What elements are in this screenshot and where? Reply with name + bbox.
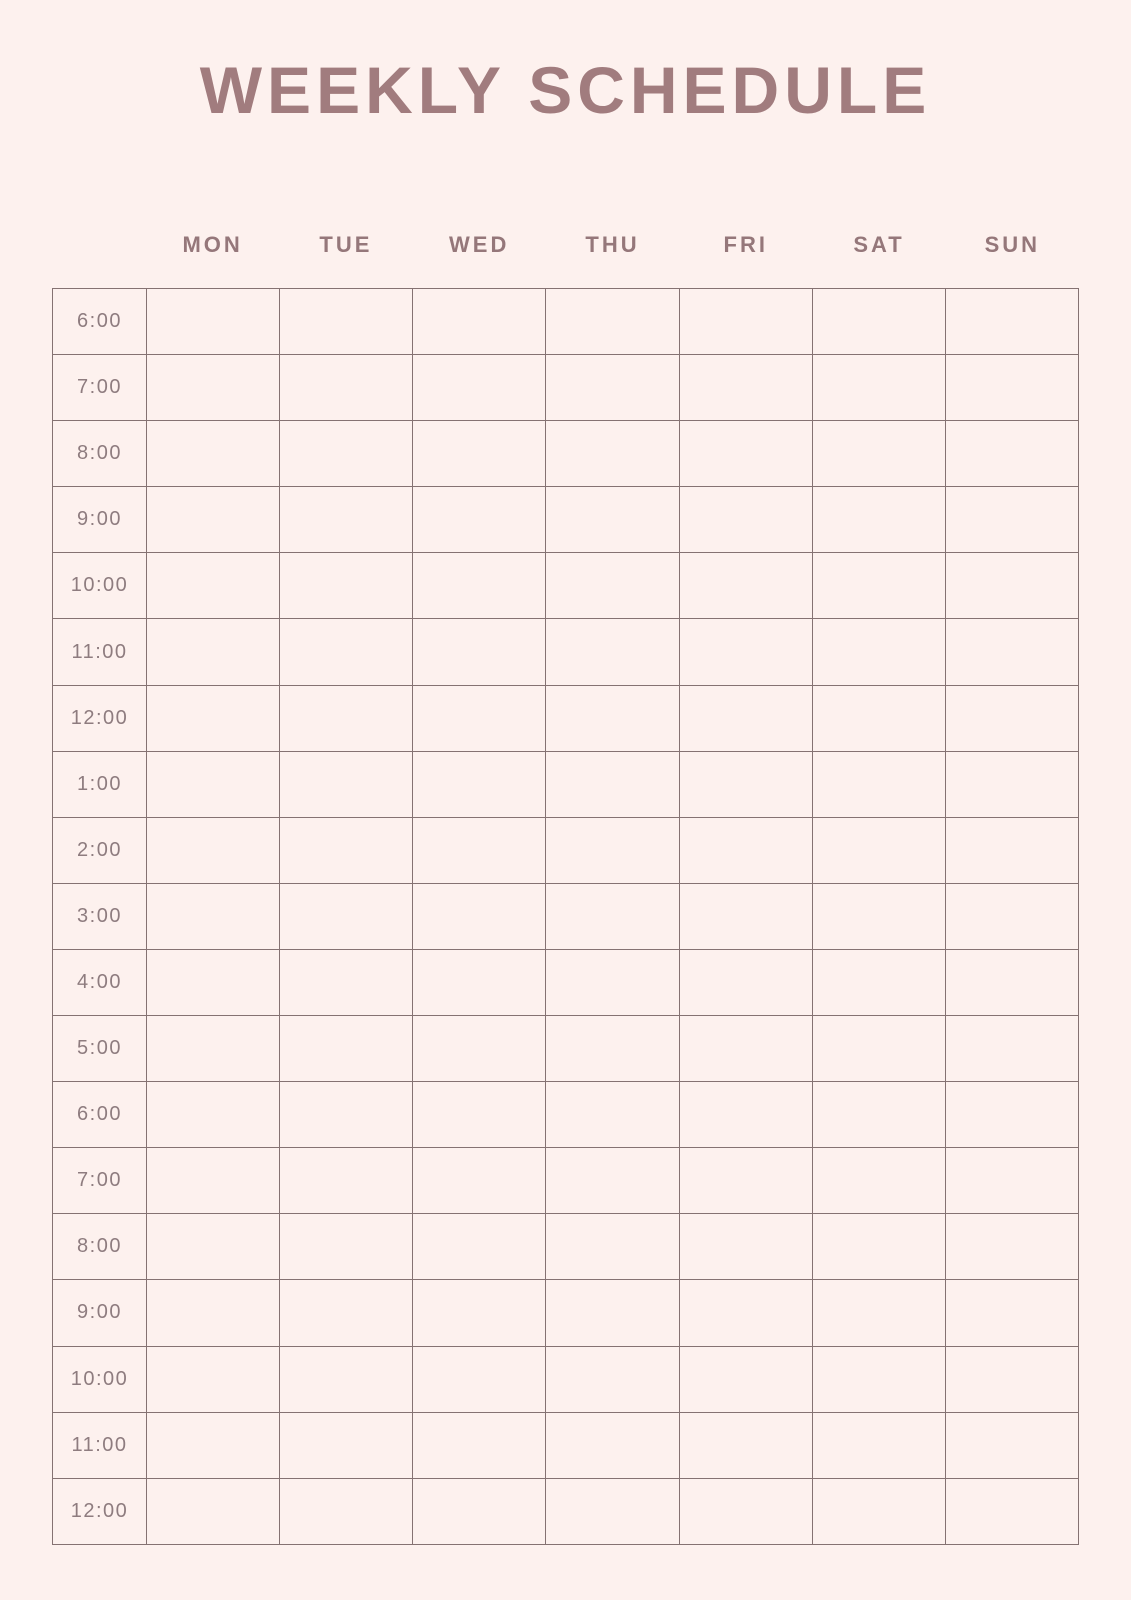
schedule-cell-tue-8[interactable] xyxy=(280,817,413,883)
schedule-cell-sun-12[interactable] xyxy=(945,1082,1078,1148)
schedule-row-14 xyxy=(53,1214,1079,1280)
schedule-cell-thu-16[interactable] xyxy=(546,1346,679,1412)
schedule-cell-fri-5[interactable] xyxy=(679,619,812,685)
schedule-cell-mon-5[interactable] xyxy=(147,619,280,685)
schedule-cell-tue-4[interactable] xyxy=(280,553,413,619)
day-header-wed: WED xyxy=(449,232,510,257)
schedule-cell-fri-18[interactable] xyxy=(679,1478,812,1544)
schedule-cell-wed-13[interactable] xyxy=(413,1148,546,1214)
schedule-cell-tue-2[interactable] xyxy=(280,421,413,487)
schedule-row-10 xyxy=(53,949,1079,1015)
schedule-cell-sun-10[interactable] xyxy=(945,949,1078,1015)
schedule-cell-mon-13[interactable] xyxy=(147,1148,280,1214)
schedule-cell-wed-16[interactable] xyxy=(413,1346,546,1412)
schedule-cell-sun-16[interactable] xyxy=(945,1346,1078,1412)
schedule-cell-mon-8[interactable] xyxy=(147,817,280,883)
schedule-cell-sat-6[interactable] xyxy=(812,685,945,751)
schedule-cell-sun-3[interactable] xyxy=(945,487,1078,553)
schedule-cell-thu-3[interactable] xyxy=(546,487,679,553)
schedule-cell-mon-6[interactable] xyxy=(147,685,280,751)
schedule-cell-sat-11[interactable] xyxy=(812,1016,945,1082)
schedule-cell-fri-1[interactable] xyxy=(679,355,812,421)
time-label-7: 1:00 xyxy=(53,751,147,817)
schedule-cell-mon-14[interactable] xyxy=(147,1214,280,1280)
schedule-cell-mon-15[interactable] xyxy=(147,1280,280,1346)
schedule-cell-thu-7[interactable] xyxy=(546,751,679,817)
schedule-row-1 xyxy=(53,355,1079,421)
time-label-12: 6:00 xyxy=(53,1082,147,1148)
schedule-cell-tue-17[interactable] xyxy=(280,1412,413,1478)
schedule-cell-sun-8[interactable] xyxy=(945,817,1078,883)
schedule-row-0 xyxy=(53,289,1079,355)
schedule-cell-sat-15[interactable] xyxy=(812,1280,945,1346)
day-header-sat: SAT xyxy=(853,232,905,257)
schedule-row-6 xyxy=(53,685,1079,751)
schedule-cell-thu-10[interactable] xyxy=(546,949,679,1015)
schedule-row-4 xyxy=(53,553,1079,619)
schedule-cell-fri-6[interactable] xyxy=(679,685,812,751)
schedule-cell-mon-9[interactable] xyxy=(147,883,280,949)
time-label-10: 4:00 xyxy=(53,949,147,1015)
schedule-row-12 xyxy=(53,1082,1079,1148)
schedule-cell-fri-7[interactable] xyxy=(679,751,812,817)
time-label-14: 8:00 xyxy=(53,1214,147,1280)
schedule-cell-tue-14[interactable] xyxy=(280,1214,413,1280)
schedule-cell-sun-2[interactable] xyxy=(945,421,1078,487)
schedule-cell-sun-4[interactable] xyxy=(945,553,1078,619)
time-label-1: 7:00 xyxy=(53,355,147,421)
schedule-cell-mon-11[interactable] xyxy=(147,1016,280,1082)
page-title: WEEKLY SCHEDULE xyxy=(199,53,932,127)
schedule-cell-mon-0[interactable] xyxy=(147,289,280,355)
schedule-cell-sat-10[interactable] xyxy=(812,949,945,1015)
schedule-cell-wed-9[interactable] xyxy=(413,883,546,949)
schedule-cell-thu-18[interactable] xyxy=(546,1478,679,1544)
schedule-cell-tue-1[interactable] xyxy=(280,355,413,421)
schedule-cell-wed-15[interactable] xyxy=(413,1280,546,1346)
schedule-cell-tue-3[interactable] xyxy=(280,487,413,553)
time-label-5: 11:00 xyxy=(53,619,147,685)
schedule-cell-sun-5[interactable] xyxy=(945,619,1078,685)
schedule-cell-mon-12[interactable] xyxy=(147,1082,280,1148)
schedule-cell-wed-10[interactable] xyxy=(413,949,546,1015)
time-label-3: 9:00 xyxy=(53,487,147,553)
schedule-cell-thu-12[interactable] xyxy=(546,1082,679,1148)
time-label-6: 12:00 xyxy=(53,685,147,751)
time-label-9: 3:00 xyxy=(53,883,147,949)
schedule-cell-tue-18[interactable] xyxy=(280,1478,413,1544)
schedule-row-7 xyxy=(53,751,1079,817)
schedule-cell-sat-2[interactable] xyxy=(812,421,945,487)
schedule-cell-sat-14[interactable] xyxy=(812,1214,945,1280)
schedule-cell-wed-7[interactable] xyxy=(413,751,546,817)
schedule-row-9 xyxy=(53,883,1079,949)
time-label-2: 8:00 xyxy=(53,421,147,487)
schedule-cell-sun-18[interactable] xyxy=(945,1478,1078,1544)
schedule-cell-mon-3[interactable] xyxy=(147,487,280,553)
schedule-cell-wed-4[interactable] xyxy=(413,553,546,619)
schedule-cell-sat-12[interactable] xyxy=(812,1082,945,1148)
schedule-cell-fri-3[interactable] xyxy=(679,487,812,553)
schedule-row-11 xyxy=(53,1016,1079,1082)
schedule-cell-wed-6[interactable] xyxy=(413,685,546,751)
time-label-15: 9:00 xyxy=(53,1280,147,1346)
day-header-tue: TUE xyxy=(319,232,373,257)
schedule-cell-mon-1[interactable] xyxy=(147,355,280,421)
schedule-row-8 xyxy=(53,817,1079,883)
schedule-cell-wed-17[interactable] xyxy=(413,1412,546,1478)
schedule-cell-thu-9[interactable] xyxy=(546,883,679,949)
schedule-cell-sat-7[interactable] xyxy=(812,751,945,817)
schedule-cell-tue-7[interactable] xyxy=(280,751,413,817)
schedule-cell-mon-7[interactable] xyxy=(147,751,280,817)
schedule-cell-wed-2[interactable] xyxy=(413,421,546,487)
schedule-cell-sun-0[interactable] xyxy=(945,289,1078,355)
schedule-cell-sun-11[interactable] xyxy=(945,1016,1078,1082)
schedule-cell-sun-14[interactable] xyxy=(945,1214,1078,1280)
schedule-row-15 xyxy=(53,1280,1079,1346)
schedule-cell-thu-11[interactable] xyxy=(546,1016,679,1082)
schedule-cell-thu-17[interactable] xyxy=(546,1412,679,1478)
schedule-cell-tue-5[interactable] xyxy=(280,619,413,685)
day-header-thu: THU xyxy=(585,232,640,257)
schedule-cell-mon-17[interactable] xyxy=(147,1412,280,1478)
schedule-cell-thu-5[interactable] xyxy=(546,619,679,685)
schedule-cell-mon-4[interactable] xyxy=(147,553,280,619)
schedule-cell-wed-18[interactable] xyxy=(413,1478,546,1544)
schedule-cell-fri-15[interactable] xyxy=(679,1280,812,1346)
schedule-cell-sat-17[interactable] xyxy=(812,1412,945,1478)
schedule-cell-thu-6[interactable] xyxy=(546,685,679,751)
schedule-cell-wed-1[interactable] xyxy=(413,355,546,421)
schedule-cell-fri-11[interactable] xyxy=(679,1016,812,1082)
schedule-cell-mon-16[interactable] xyxy=(147,1346,280,1412)
schedule-cell-thu-4[interactable] xyxy=(546,553,679,619)
schedule-cell-mon-10[interactable] xyxy=(147,949,280,1015)
time-label-11: 5:00 xyxy=(53,1016,147,1082)
schedule-cell-sat-1[interactable] xyxy=(812,355,945,421)
schedule-cell-tue-0[interactable] xyxy=(280,289,413,355)
schedule-cell-sun-9[interactable] xyxy=(945,883,1078,949)
schedule-cell-thu-8[interactable] xyxy=(546,817,679,883)
schedule-cell-fri-14[interactable] xyxy=(679,1214,812,1280)
schedule-cell-thu-15[interactable] xyxy=(546,1280,679,1346)
schedule-cell-sat-13[interactable] xyxy=(812,1148,945,1214)
schedule-cell-thu-2[interactable] xyxy=(546,421,679,487)
schedule-cell-fri-13[interactable] xyxy=(679,1148,812,1214)
schedule-cell-mon-18[interactable] xyxy=(147,1478,280,1544)
schedule-cell-sat-4[interactable] xyxy=(812,553,945,619)
time-column-spacer xyxy=(52,232,146,258)
schedule-cell-tue-12[interactable] xyxy=(280,1082,413,1148)
schedule-cell-wed-11[interactable] xyxy=(413,1016,546,1082)
schedule-row-16 xyxy=(53,1346,1079,1412)
time-label-8: 2:00 xyxy=(53,817,147,883)
schedule-cell-fri-4[interactable] xyxy=(679,553,812,619)
schedule-cell-wed-3[interactable] xyxy=(413,487,546,553)
schedule-row-5 xyxy=(53,619,1079,685)
schedule-cell-fri-9[interactable] xyxy=(679,883,812,949)
schedule-cell-tue-13[interactable] xyxy=(280,1148,413,1214)
schedule-row-3 xyxy=(53,487,1079,553)
schedule-cell-sat-0[interactable] xyxy=(812,289,945,355)
schedule-cell-sat-8[interactable] xyxy=(812,817,945,883)
schedule-cell-thu-1[interactable] xyxy=(546,355,679,421)
schedule-row-18 xyxy=(53,1478,1079,1544)
schedule-cell-tue-6[interactable] xyxy=(280,685,413,751)
time-label-18: 12:00 xyxy=(53,1478,147,1544)
schedule-cell-tue-10[interactable] xyxy=(280,949,413,1015)
schedule-cell-sun-6[interactable] xyxy=(945,685,1078,751)
schedule-cell-thu-13[interactable] xyxy=(546,1148,679,1214)
schedule-cell-thu-0[interactable] xyxy=(546,289,679,355)
schedule-cell-fri-0[interactable] xyxy=(679,289,812,355)
schedule-cell-tue-16[interactable] xyxy=(280,1346,413,1412)
day-header-row xyxy=(52,232,1079,258)
schedule-cell-wed-12[interactable] xyxy=(413,1082,546,1148)
schedule-cell-wed-5[interactable] xyxy=(413,619,546,685)
schedule-cell-sat-9[interactable] xyxy=(812,883,945,949)
schedule-cell-wed-0[interactable] xyxy=(413,289,546,355)
schedule-cell-tue-11[interactable] xyxy=(280,1016,413,1082)
schedule-cell-fri-2[interactable] xyxy=(679,421,812,487)
schedule-row-13 xyxy=(53,1148,1079,1214)
schedule-cell-sat-16[interactable] xyxy=(812,1346,945,1412)
schedule-cell-wed-8[interactable] xyxy=(413,817,546,883)
time-label-13: 7:00 xyxy=(53,1148,147,1214)
day-header-fri: FRI xyxy=(723,232,768,257)
time-label-16: 10:00 xyxy=(53,1346,147,1412)
schedule-grid xyxy=(52,288,1079,1545)
schedule-cell-fri-16[interactable] xyxy=(679,1346,812,1412)
schedule-cell-tue-15[interactable] xyxy=(280,1280,413,1346)
schedule-row-17 xyxy=(53,1412,1079,1478)
schedule-cell-sat-3[interactable] xyxy=(812,487,945,553)
schedule-cell-sun-15[interactable] xyxy=(945,1280,1078,1346)
schedule-cell-tue-9[interactable] xyxy=(280,883,413,949)
schedule-cell-sun-17[interactable] xyxy=(945,1412,1078,1478)
schedule-cell-sat-5[interactable] xyxy=(812,619,945,685)
schedule-cell-sun-13[interactable] xyxy=(945,1148,1078,1214)
schedule-cell-fri-12[interactable] xyxy=(679,1082,812,1148)
schedule-cell-thu-14[interactable] xyxy=(546,1214,679,1280)
schedule-cell-fri-8[interactable] xyxy=(679,817,812,883)
time-label-0: 6:00 xyxy=(53,289,147,355)
schedule-cell-sat-18[interactable] xyxy=(812,1478,945,1544)
schedule-cell-sun-1[interactable] xyxy=(945,355,1078,421)
day-header-sun: SUN xyxy=(984,232,1041,257)
schedule-row-2 xyxy=(53,421,1079,487)
schedule-cell-sun-7[interactable] xyxy=(945,751,1078,817)
schedule-cell-mon-2[interactable] xyxy=(147,421,280,487)
schedule-cell-fri-17[interactable] xyxy=(679,1412,812,1478)
schedule-cell-wed-14[interactable] xyxy=(413,1214,546,1280)
time-label-4: 10:00 xyxy=(53,553,147,619)
schedule-cell-fri-10[interactable] xyxy=(679,949,812,1015)
time-label-17: 11:00 xyxy=(53,1412,147,1478)
day-header-mon: MON xyxy=(182,232,243,257)
